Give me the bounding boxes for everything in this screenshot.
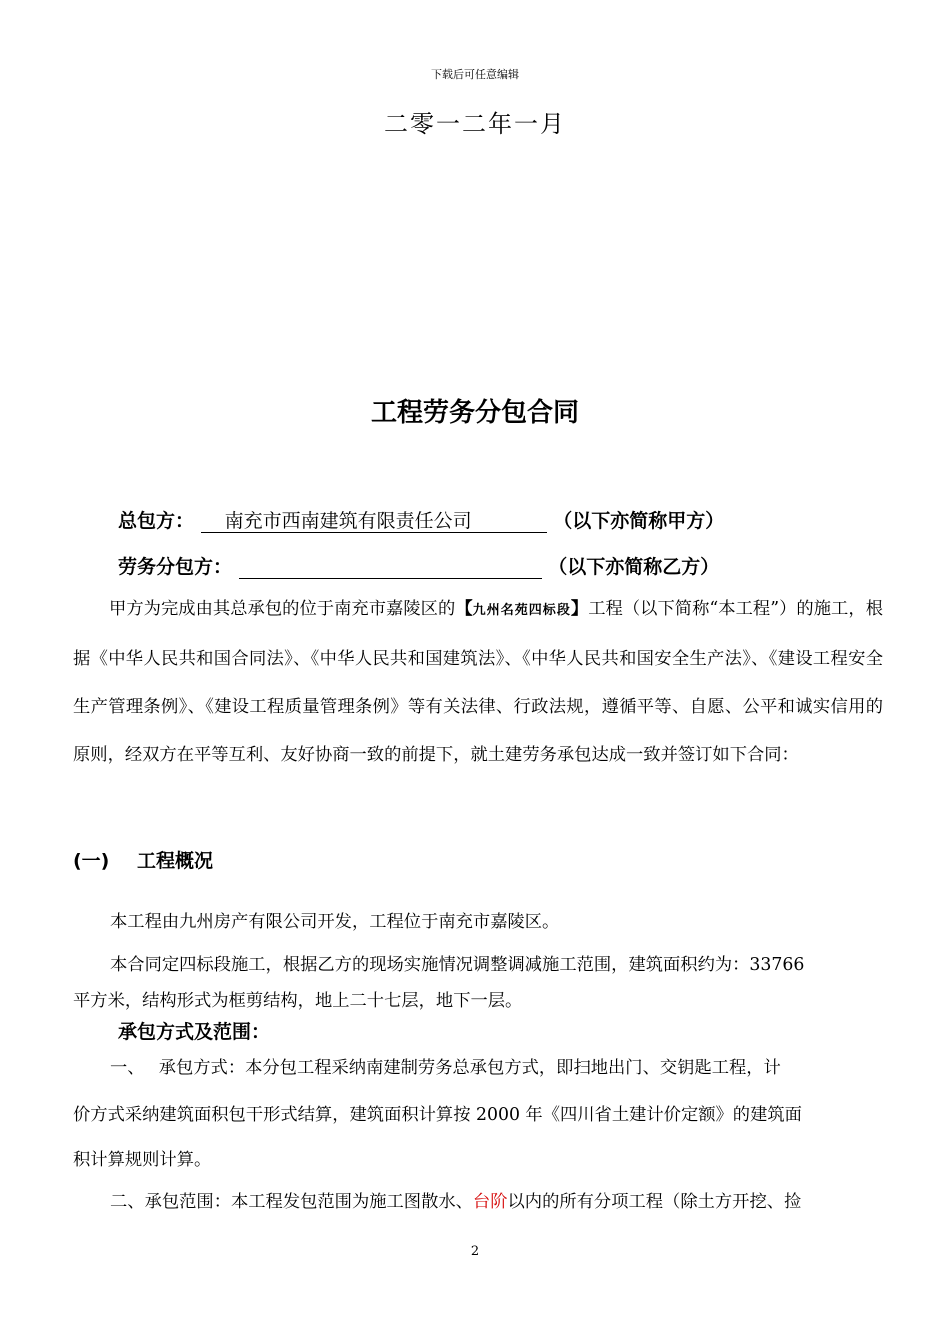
section1-paragraph-2-line-1: 本合同定四标段施工，根据乙方的现场实施情况调整调减施工范围，建筑面积约为：33766 [110, 955, 805, 975]
labor-subcontractor-suffix: （以下亦简称乙方） [548, 556, 720, 578]
general-contractor-label: 总包方： [118, 510, 195, 532]
intro-post: 工程（以下简称“本工程”）的施工，根据《中华人民共和国合同法》、《中华人民共和国建筑法》、《中华人民共和国安全生产法》、《建设工程安全生产管理条例》、《建设工程质量管理条例》等有关法律、行政法规，遵循平等、自愿、公平和诚实信用的原则，经双方在平等互利、友好协商一致的前提下，就土建劳务承包达成一致并签订如下合同： [73, 599, 883, 765]
general-contractor-value: 南充市西南建筑有限责任公司 [201, 510, 547, 533]
section-number: (一) [73, 850, 110, 872]
section-heading [73, 846, 213, 873]
date-line: 二零一二年一月 [384, 110, 566, 138]
item1-line-1: 一、 承包方式：本分包工程采纳南建制劳务总承包方式，即扫地出门、交钥匙工程，计 [110, 1058, 781, 1078]
general-contractor-line [118, 506, 724, 533]
project-name: 九州名苑四标段 [472, 603, 571, 618]
item2-highlight: 台阶 [472, 1192, 508, 1212]
item1-line-3: 积计算规则计算。 [73, 1150, 212, 1170]
section-title: 工程概况 [137, 850, 214, 872]
item2-post: 以内的所有分项工程（除土方开挖、捡 [507, 1192, 802, 1212]
document-title: 工程劳务分包合同 [370, 398, 579, 428]
subsection-title: 承包方式及范围： [118, 1021, 271, 1043]
section1-paragraph-1: 本工程由九州房产有限公司开发，工程位于南充市嘉陵区。 [110, 912, 560, 932]
header-note: 下载后可任意编辑 [431, 68, 519, 81]
bracket-open: 【 [455, 599, 473, 619]
general-contractor-suffix: （以下亦简称甲方） [553, 510, 725, 532]
intro-pre: 甲方为完成由其总承包的位于南充市嘉陵区的 [109, 599, 456, 619]
labor-subcontractor-line [118, 552, 719, 579]
intro-paragraph [73, 585, 883, 779]
item1-line-2: 价方式采纳建筑面积包干形式结算，建筑面积计算按 2000 年《四川省土建计价定额》的建筑面 [73, 1105, 802, 1125]
labor-subcontractor-label: 劳务分包方： [118, 556, 233, 578]
item2-pre: 二、承包范围：本工程发包范围为施工图散水、 [110, 1192, 473, 1212]
page-number: 2 [470, 1244, 480, 1259]
section1-paragraph-2-line-2: 平方米，结构形式为框剪结构，地上二十七层，地下一层。 [73, 991, 523, 1011]
item2-line-1 [110, 1187, 801, 1212]
bracket-close: 】 [570, 599, 589, 619]
labor-subcontractor-value [239, 556, 542, 579]
